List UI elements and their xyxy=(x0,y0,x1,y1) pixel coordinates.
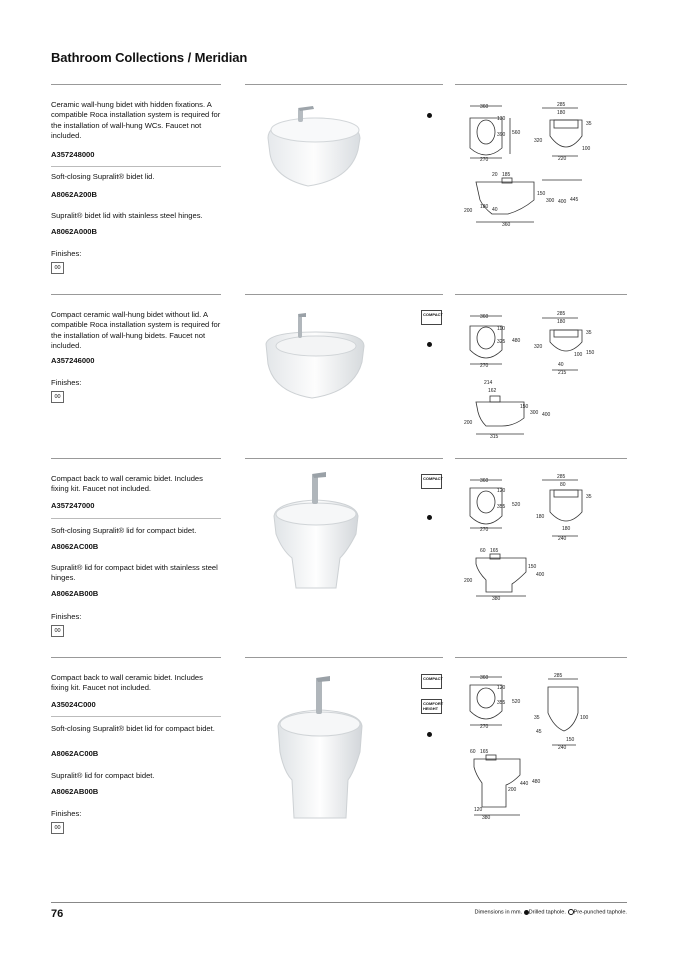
product-description: Soft-closing Supralit® bidet lid. xyxy=(51,172,155,181)
section-rule xyxy=(245,458,443,459)
dim-label: 180 xyxy=(562,526,571,532)
dim-label: 165 xyxy=(490,548,499,554)
dim-label: 100 xyxy=(580,715,589,721)
section-rule xyxy=(245,84,443,85)
section-rule xyxy=(245,657,443,658)
dim-label: 380 xyxy=(492,596,501,602)
product-code: A8062AC00B xyxy=(51,542,99,551)
drilled-taphole-icon xyxy=(427,342,432,347)
compact-icon: COMPACT xyxy=(421,674,442,689)
dim-label: 40 xyxy=(492,207,498,213)
section-rule xyxy=(51,458,221,459)
dim-label: 360 xyxy=(480,314,489,320)
finish-swatch[interactable]: 00 xyxy=(51,262,64,274)
dim-label: 35 xyxy=(534,715,540,721)
dim-label: 270 xyxy=(480,363,489,369)
dim-label: 285 xyxy=(557,474,566,480)
legend-prepunched: Pre-punched taphole. xyxy=(573,909,627,916)
product-description: Soft-closing Supralit® bidet lid for compact bidet. xyxy=(51,724,215,733)
finishes-label: Finishes: xyxy=(51,809,82,818)
product-photo-back-to-wall-bidet xyxy=(268,468,364,594)
dim-label: 325 xyxy=(497,339,506,345)
product-description: Supralit® bidet lid with stainless steel hinges. xyxy=(51,211,203,220)
dim-label: 150 xyxy=(566,737,575,743)
legend xyxy=(474,909,627,915)
product-description: Ceramic wall-hung bidet with hidden fixations. A compatible Roca installation system is required for the installation of wall-hung WCs. Faucet not included. xyxy=(51,100,221,141)
section-rule xyxy=(51,294,221,295)
dim-label: 150 xyxy=(586,350,595,356)
dim-label: 150 xyxy=(537,191,546,197)
product-code: A8062AB00B xyxy=(51,787,99,796)
dim-label: 180 xyxy=(536,514,545,520)
taphole-icons xyxy=(427,113,432,118)
drilled-taphole-icon xyxy=(427,732,432,737)
product-description: Compact back to wall ceramic bidet. Includes fixing kit. Faucet not included. xyxy=(51,673,203,693)
dim-label: 480 xyxy=(532,779,541,785)
dim-label: 150 xyxy=(520,404,529,410)
dim-label: 35 xyxy=(586,494,592,500)
compact-icon: COMPACT xyxy=(421,310,442,325)
legend-drilled: Drilled taphole. xyxy=(528,909,566,916)
dim-label: 185 xyxy=(502,172,511,178)
section-rule xyxy=(455,294,627,295)
technical-drawing xyxy=(462,472,630,602)
dim-label: 320 xyxy=(534,344,543,350)
dim-label: 180 xyxy=(557,319,566,325)
dim-label: 60 xyxy=(480,548,486,554)
product-description: Supralit® lid for compact bidet. xyxy=(51,771,155,780)
product-description: Compact back to wall ceramic bidet. Includes fixing kit. Faucet not included. xyxy=(51,474,203,494)
product-photo-compact-wall-hung-bidet xyxy=(258,308,370,408)
dim-label: 100 xyxy=(582,146,591,152)
section-rule xyxy=(455,458,627,459)
dim-label: 315 xyxy=(490,434,499,440)
taphole-icons xyxy=(421,310,442,347)
dim-label: 270 xyxy=(480,157,489,163)
dim-label: 480 xyxy=(512,338,521,344)
dim-label: 180 xyxy=(480,204,489,210)
product-photo-comfort-height-bidet xyxy=(270,668,370,828)
drilled-taphole-icon xyxy=(427,113,432,118)
dim-label: 445 xyxy=(570,197,579,203)
product-code: A8062A200B xyxy=(51,190,98,199)
dim-label: 320 xyxy=(534,138,543,144)
dim-label: 60 xyxy=(470,749,476,755)
finish-swatch[interactable]: 00 xyxy=(51,391,64,403)
dim-label: 120 xyxy=(474,807,483,813)
finishes-label: Finishes: xyxy=(51,249,82,258)
dim-label: 360 xyxy=(480,675,489,681)
dim-label: 200 xyxy=(464,420,473,426)
product-code: A357246000 xyxy=(51,356,95,365)
dim-label: 130 xyxy=(497,116,506,122)
dim-label: 120 xyxy=(497,685,506,691)
dim-label: 270 xyxy=(480,724,489,730)
compact-icon: COMPACT xyxy=(421,474,442,489)
dim-label: 400 xyxy=(536,572,545,578)
taphole-icons xyxy=(421,674,442,737)
dim-label: 270 xyxy=(480,527,489,533)
dim-label: 200 xyxy=(464,208,473,214)
page-number: 76 xyxy=(51,908,64,920)
drilled-taphole-icon xyxy=(427,515,432,520)
section-rule xyxy=(245,294,443,295)
dim-label: 200 xyxy=(464,578,473,584)
comfort-height-icon: COMFORT HEIGHT xyxy=(421,699,442,714)
dim-label: 400 xyxy=(542,412,551,418)
dim-label: 300 xyxy=(530,410,539,416)
divider xyxy=(51,518,221,519)
section-rule xyxy=(51,657,221,658)
product-code: A35024C000 xyxy=(51,700,96,709)
dim-label: 215 xyxy=(558,370,567,376)
dim-label: 220 xyxy=(558,156,567,162)
finish-swatch[interactable]: 00 xyxy=(51,822,64,834)
dim-label: 285 xyxy=(557,102,566,108)
section-rule xyxy=(455,657,627,658)
finishes-label: Finishes: xyxy=(51,378,82,387)
product-description: Soft-closing Supralit® lid for compact bidet. xyxy=(51,526,197,535)
dim-label: 110 xyxy=(497,326,505,332)
product-photo-wall-hung-bidet xyxy=(258,98,368,190)
dim-label: 20 xyxy=(492,172,498,178)
dim-label: 214 xyxy=(484,380,493,386)
dim-label: 80 xyxy=(560,482,566,488)
page-title: Bathroom Collections / Meridian xyxy=(51,50,248,65)
footer-rule xyxy=(51,902,627,903)
taphole-icons xyxy=(421,474,442,520)
dim-label: 360 xyxy=(480,104,489,110)
dim-label: 560 xyxy=(512,130,521,136)
dim-label: 360 xyxy=(480,478,489,484)
dim-label: 240 xyxy=(558,745,567,751)
dim-label: 165 xyxy=(480,749,489,755)
product-code: A357248000 xyxy=(51,150,95,159)
dim-label: 355 xyxy=(497,504,506,510)
dim-label: 180 xyxy=(557,110,566,116)
product-code: A357247000 xyxy=(51,501,95,510)
dim-label: 355 xyxy=(497,700,506,706)
product-code: A8062A000B xyxy=(51,227,98,236)
dim-label: 35 xyxy=(586,121,592,127)
dim-label: 380 xyxy=(482,815,491,821)
technical-drawing xyxy=(462,671,630,821)
dim-label: 300 xyxy=(546,198,555,204)
finishes-label: Finishes: xyxy=(51,612,82,621)
product-code: A8062AB00B xyxy=(51,589,99,598)
dim-label: 40 xyxy=(558,362,564,368)
section-rule xyxy=(51,84,221,85)
dim-label: 400 xyxy=(558,199,567,205)
dim-label: 285 xyxy=(554,673,563,679)
section-rule xyxy=(455,84,627,85)
product-code: A8062AC00B xyxy=(51,749,99,758)
dim-label: 285 xyxy=(557,311,566,317)
dim-label: 240 xyxy=(558,536,567,542)
dim-label: 360 xyxy=(502,222,511,228)
dim-label: 520 xyxy=(512,502,521,508)
dim-label: 45 xyxy=(536,729,542,735)
dim-label: 35 xyxy=(586,330,592,336)
divider xyxy=(51,166,221,167)
finish-swatch[interactable]: 00 xyxy=(51,625,64,637)
legend-dimensions: Dimensions in mm. xyxy=(474,909,523,916)
divider xyxy=(51,716,221,717)
dim-label: 120 xyxy=(497,488,506,494)
dim-label: 100 xyxy=(574,352,583,358)
product-description: Supralit® lid for compact bidet with stainless steel hinges. xyxy=(51,563,218,583)
dim-label: 520 xyxy=(512,699,521,705)
dim-label: 162 xyxy=(488,388,497,394)
product-description: Compact ceramic wall-hung bidet without lid. A compatible Roca installation system is required for the installation of wall-hung bidets. Faucet not included. xyxy=(51,310,221,351)
dim-label: 200 xyxy=(508,787,517,793)
dim-label: 390 xyxy=(497,132,506,138)
dim-label: 440 xyxy=(520,781,529,787)
dim-label: 150 xyxy=(528,564,537,570)
technical-drawing xyxy=(462,308,630,442)
technical-drawing xyxy=(462,100,630,230)
